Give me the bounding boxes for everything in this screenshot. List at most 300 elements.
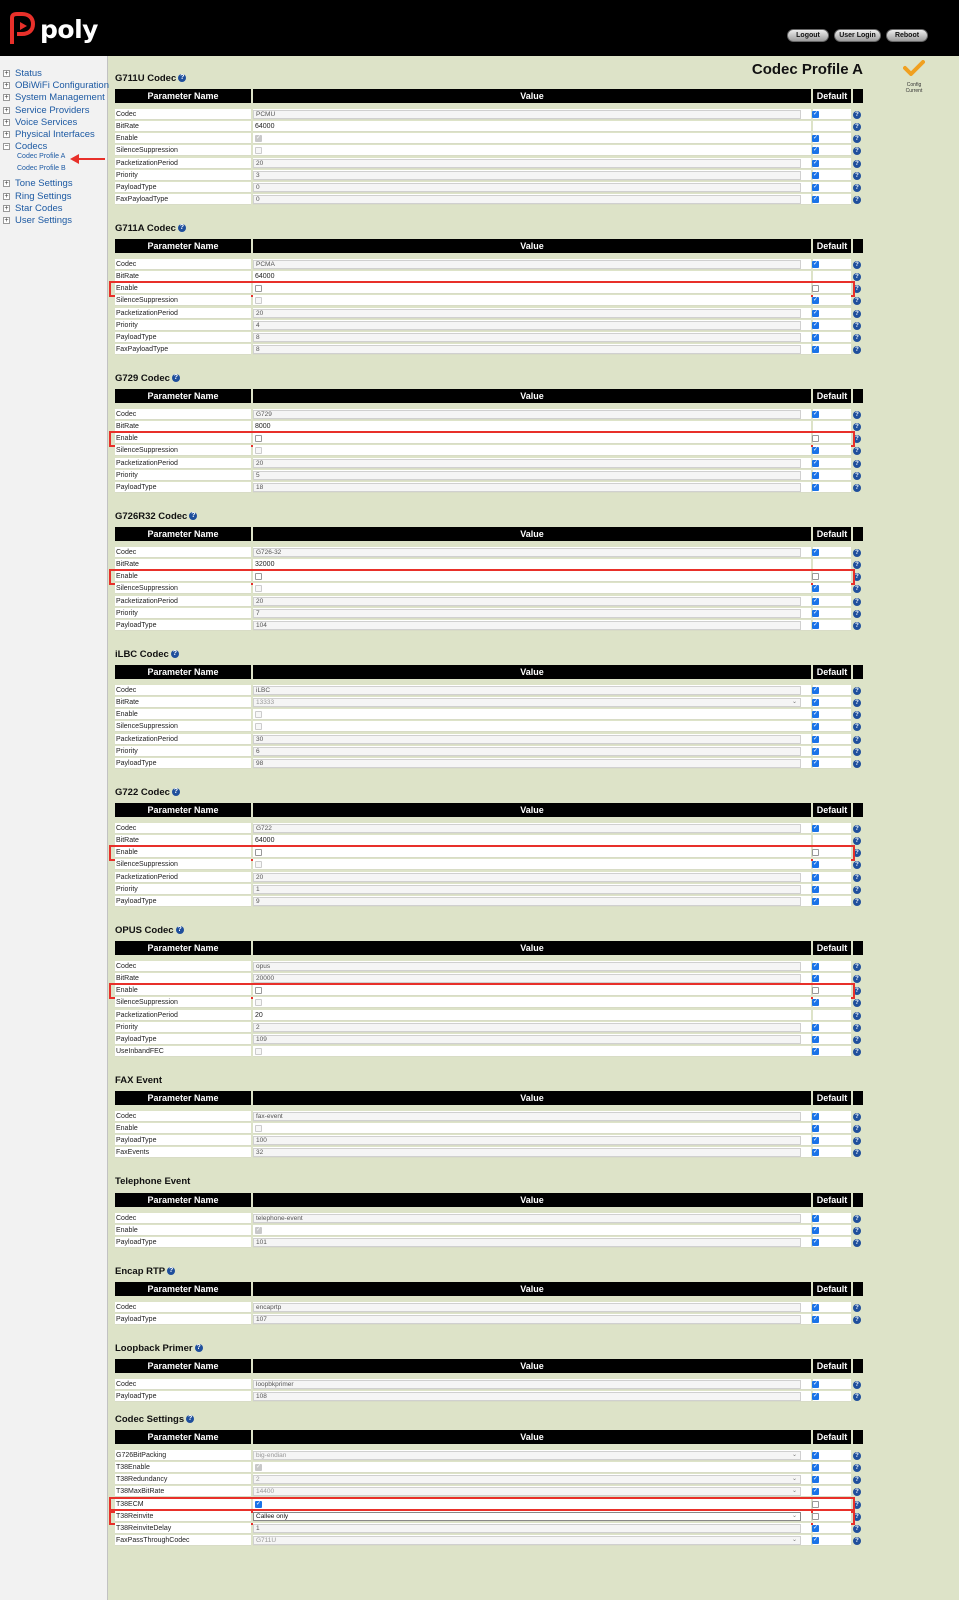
default-checkbox[interactable]: ✓ [813,747,819,754]
default-checkbox[interactable]: ✓ [813,1476,819,1482]
default-checkbox[interactable]: ✓ [813,548,819,555]
g729-codec-table-header [115,389,863,403]
help-icon[interactable]: ? [853,172,861,180]
enable-checkbox[interactable] [255,285,262,292]
default-checkbox[interactable]: ✓ [813,1239,819,1245]
g726bitpacking-select[interactable] [253,1451,801,1460]
help-icon[interactable]: ? [177,926,182,933]
parameter-name: Enable [115,133,251,144]
g711u-codec-title [115,72,186,84]
expand-icon[interactable]: + [4,93,9,101]
default-checkbox[interactable]: ✓ [813,1488,819,1495]
bitrate-select[interactable] [253,698,801,707]
t38reinvitedelay-input[interactable]: 1 [253,1524,801,1533]
payloadtype-input[interactable]: 101 [253,1238,801,1247]
help-icon[interactable]: ? [853,1381,861,1389]
sidebar-subitem-codec-profile-b[interactable]: Codec Profile B [17,165,66,172]
default-checkbox[interactable]: ✓ [813,1525,819,1531]
faxpassthroughcodec-select[interactable] [253,1536,801,1545]
sidebar-item-tone-settings[interactable] [3,177,73,189]
default-checkbox[interactable]: ✓ [813,962,819,969]
parameter-name: FaxPayloadType [115,194,251,205]
parameter-name: SilenceSuppression [115,145,251,156]
table-row [115,271,863,282]
default-cell [813,121,851,132]
default-checkbox[interactable]: ✓ [813,597,819,604]
help-icon[interactable]: ? [853,723,861,731]
default-checkbox[interactable]: ✓ [813,297,819,304]
help-icon[interactable]: ? [853,1304,861,1312]
table-row [115,320,863,331]
priority-input[interactable]: 6 [253,747,801,756]
default-checkbox[interactable]: ✓ [813,1137,819,1143]
default-checkbox[interactable]: ✓ [813,334,819,340]
payloadtype-input[interactable]: 104 [253,621,801,630]
help-icon[interactable]: ? [853,1476,861,1484]
table-row [115,746,863,757]
help-icon[interactable]: ? [853,874,861,882]
g722-codec-title [115,786,180,798]
help-icon[interactable]: ? [853,825,861,833]
user-login-button[interactable]: User Login [834,29,881,42]
sidebar-item-service-providers[interactable] [3,104,89,116]
default-checkbox[interactable]: ✓ [813,1315,819,1322]
parameter-name-header: Parameter Name [115,803,251,817]
enable-checkbox[interactable] [255,987,262,994]
help-icon[interactable]: ? [853,1024,861,1032]
packetizationperiod-input[interactable]: 20 [253,597,801,606]
default-checkbox[interactable]: ✓ [813,447,819,454]
help-icon[interactable]: ? [853,886,861,894]
help-icon[interactable]: ? [853,561,861,569]
g726r32-codec-title [115,510,197,522]
payloadtype-input[interactable]: 0 [253,183,801,192]
payloadtype-input[interactable]: 98 [253,759,801,768]
bitrate-input[interactable]: 64000 [255,122,275,130]
sidebar-item-status[interactable] [3,67,42,79]
default-checkbox[interactable] [812,1501,819,1508]
payloadtype-input[interactable]: 18 [253,483,801,492]
default-checkbox[interactable] [812,1513,819,1520]
default-checkbox[interactable]: ✓ [813,824,819,831]
table-row [115,758,863,769]
parameter-name: Codec [115,1302,251,1313]
help-icon[interactable]: ? [853,1525,861,1533]
reboot-button[interactable]: Reboot [886,29,928,42]
default-checkbox[interactable]: ✓ [813,1451,819,1458]
packetizationperiod-input[interactable]: 20 [253,459,801,468]
parameter-name: Enable [115,1225,251,1236]
config-status [900,60,928,94]
default-checkbox[interactable]: ✓ [813,346,819,353]
default-checkbox[interactable]: ✓ [813,885,819,892]
priority-input[interactable]: 4 [253,321,801,330]
sidebar-item-label: Voice Services [15,116,78,128]
help-icon[interactable]: ? [853,111,861,119]
help-icon[interactable]: ? [853,861,861,869]
value-cell [253,295,811,306]
help-icon[interactable]: ? [191,512,196,519]
default-checkbox[interactable]: ✓ [813,686,819,693]
faxpayloadtype-input[interactable]: 0 [253,195,801,204]
parameter-name: SilenceSuppression [115,997,251,1008]
help-icon[interactable]: ? [853,1513,861,1521]
table-row [115,697,863,708]
default-checkbox[interactable]: ✓ [813,1048,819,1055]
help-icon[interactable]: ? [169,1267,174,1274]
t38redundancy-select[interactable] [253,1475,801,1484]
default-checkbox[interactable]: ✓ [813,735,819,742]
packetizationperiod-input[interactable]: 20 [255,1011,263,1019]
table-row [115,482,863,493]
select-value: Callee only [256,1512,289,1520]
help-icon[interactable]: ? [853,736,861,744]
packetizationperiod-input[interactable]: 20 [253,159,801,168]
table-row [115,571,863,582]
help-icon[interactable]: ? [853,1012,861,1020]
help-icon[interactable]: ? [853,1227,861,1235]
parameter-name: Codec [115,823,251,834]
table-row [115,1535,863,1546]
sidebar-item-user-settings[interactable] [3,214,72,226]
default-checkbox[interactable]: ✓ [813,147,819,154]
help-icon[interactable]: ? [853,585,861,593]
default-checkbox[interactable]: ✓ [813,1380,819,1387]
help-icon[interactable]: ? [853,610,861,618]
default-checkbox[interactable] [812,285,819,292]
help-icon[interactable]: ? [853,273,861,281]
default-cell [813,835,851,846]
help-icon[interactable]: ? [853,687,861,695]
help-column-header [853,389,863,403]
codec-input[interactable]: PCMU [253,110,801,119]
payloadtype-input[interactable]: 107 [253,1315,801,1324]
help-icon[interactable]: ? [853,261,861,269]
value-header: Value [253,1359,811,1373]
default-checkbox[interactable] [812,987,819,994]
table-row [115,961,863,972]
help-icon[interactable]: ? [853,346,861,354]
default-checkbox[interactable]: ✓ [813,1226,819,1233]
help-icon[interactable]: ? [853,1537,861,1545]
t38maxbitrate-select[interactable] [253,1487,801,1496]
help-icon[interactable]: ? [853,411,861,419]
default-checkbox[interactable]: ✓ [813,974,819,981]
select-value: G711U [256,1537,277,1545]
help-icon[interactable]: ? [853,1488,861,1496]
default-checkbox[interactable]: ✓ [813,698,819,705]
default-checkbox[interactable]: ✓ [813,110,819,117]
sidebar-item-obiwifi-configuration[interactable] [3,79,109,91]
help-icon[interactable]: ? [853,1452,861,1460]
help-icon[interactable]: ? [853,322,861,330]
payloadtype-input[interactable]: 9 [253,897,801,906]
sidebar-item-ring-settings[interactable] [3,190,72,202]
parameter-name: BitRate [115,559,251,570]
expand-icon[interactable]: + [4,130,9,138]
expand-icon[interactable]: + [4,204,9,212]
default-checkbox[interactable]: ✓ [813,135,819,141]
help-icon[interactable]: ? [853,898,861,906]
default-checkbox[interactable]: ✓ [813,321,819,328]
help-icon[interactable]: ? [172,650,177,657]
default-checkbox[interactable]: ✓ [813,171,819,178]
default-checkbox[interactable]: ✓ [813,999,819,1006]
sidebar-item-voice-services[interactable] [3,116,77,128]
parameter-name-header: Parameter Name [115,941,251,955]
table-row [115,158,863,169]
table-row [115,470,863,481]
table-row [115,1123,863,1134]
help-icon[interactable]: ? [853,573,861,581]
default-checkbox[interactable]: ✓ [813,723,819,730]
table-row [115,283,863,294]
parameter-name: Priority [115,608,251,619]
default-checkbox[interactable]: ✓ [813,196,819,203]
t38reinvite-select[interactable] [253,1512,801,1521]
help-icon[interactable]: ? [853,184,861,192]
payloadtype-input[interactable]: 108 [253,1392,801,1401]
packetizationperiod-input[interactable]: 20 [253,309,801,318]
help-icon[interactable]: ? [853,999,861,1007]
help-icon[interactable]: ? [853,334,861,342]
help-icon[interactable]: ? [853,147,861,155]
expand-icon[interactable]: + [4,118,9,126]
bitrate-input[interactable]: 20000 [253,974,801,983]
help-icon[interactable]: ? [196,1344,201,1351]
codec-input[interactable]: iLBC [253,686,801,695]
enable-checkbox[interactable] [255,435,262,442]
help-icon[interactable]: ? [173,374,179,381]
priority-input[interactable]: 2 [253,1023,801,1032]
expand-icon[interactable]: + [4,179,9,187]
section-title-text: Codec Settings [115,1413,185,1425]
help-icon[interactable]: ? [853,699,861,707]
table-row [115,1450,863,1461]
parameter-name: FaxPassThroughCodec [115,1535,251,1546]
default-checkbox[interactable]: ✓ [813,459,819,466]
bitrate-input[interactable]: 64000 [255,836,275,844]
default-checkbox[interactable] [812,573,819,580]
parameter-name: BitRate [115,121,251,132]
expand-icon[interactable]: + [4,192,9,200]
help-icon[interactable]: ? [853,123,861,131]
default-checkbox[interactable]: ✓ [813,1463,819,1470]
default-checkbox[interactable]: ✓ [813,1023,819,1030]
default-checkbox[interactable]: ✓ [813,622,819,628]
payloadtype-input[interactable]: 8 [253,333,801,342]
sidebar-item-physical-interfaces[interactable] [3,128,95,140]
default-checkbox[interactable] [812,849,819,856]
codec-input[interactable]: opus [253,962,801,971]
default-checkbox[interactable]: ✓ [813,471,819,478]
default-header: Default [813,239,851,253]
parameter-name: PayloadType [115,332,251,343]
default-checkbox[interactable]: ✓ [813,861,819,868]
help-icon[interactable]: ? [853,760,861,768]
sidebar-item-system-management[interactable] [3,91,105,103]
bitrate-input[interactable]: 64000 [255,272,275,280]
default-checkbox[interactable]: ✓ [813,260,819,267]
help-icon[interactable]: ? [853,435,861,443]
help-icon[interactable]: ? [853,622,861,630]
sidebar-item-codecs[interactable] [3,140,47,152]
table-row [115,547,863,558]
help-icon[interactable]: ? [173,788,179,795]
priority-input[interactable]: 3 [253,171,801,180]
sidebar [0,56,108,1600]
default-checkbox[interactable]: ✓ [813,1112,819,1119]
logout-button[interactable]: Logout [787,29,829,42]
payloadtype-input[interactable]: 100 [253,1136,801,1145]
help-icon[interactable]: ? [853,711,861,719]
encap-rtp-title [115,1265,175,1277]
default-checkbox[interactable]: ✓ [813,1036,819,1042]
value-header: Value [253,239,811,253]
default-checkbox[interactable]: ✓ [813,309,819,316]
codec-input[interactable]: G729 [253,410,801,419]
help-icon[interactable]: ? [853,285,861,293]
help-icon[interactable]: ? [853,160,861,168]
help-icon[interactable]: ? [853,447,861,455]
help-icon[interactable]: ? [853,460,861,468]
default-checkbox[interactable]: ✓ [813,1124,819,1131]
expand-icon[interactable]: + [4,216,9,224]
help-icon[interactable]: ? [853,1036,861,1044]
help-icon[interactable]: ? [853,1393,861,1401]
help-icon[interactable]: ? [853,1113,861,1121]
default-checkbox[interactable]: ✓ [813,1537,819,1544]
help-icon[interactable]: ? [853,1316,861,1324]
default-header: Default [813,89,851,103]
help-icon[interactable]: ? [853,196,861,204]
select-value: 2 [256,1476,260,1483]
default-checkbox[interactable] [812,435,819,442]
default-checkbox[interactable]: ✓ [813,410,819,417]
help-icon[interactable]: ? [853,423,861,431]
help-icon[interactable]: ? [853,963,861,971]
enable-checkbox [255,1125,262,1132]
expand-icon[interactable]: + [4,106,9,114]
default-checkbox[interactable]: ✓ [813,184,819,190]
enable-checkbox[interactable] [255,849,262,856]
default-cell [813,271,851,282]
loopback-primer-table-header [115,1359,863,1373]
help-icon[interactable]: ? [853,1501,861,1509]
faxpayloadtype-input[interactable]: 8 [253,345,801,354]
table-row [115,194,863,205]
codec-input[interactable]: G726-32 [253,548,801,557]
default-checkbox[interactable]: ✓ [813,159,819,166]
default-checkbox[interactable]: ✓ [813,711,819,717]
payloadtype-input[interactable]: 109 [253,1035,801,1044]
help-icon[interactable]: ? [853,1048,861,1056]
section-title-text: Telephone Event [115,1175,191,1187]
collapse-icon[interactable]: − [4,142,9,150]
help-icon[interactable]: ? [853,849,861,857]
codec-input[interactable]: telephone-event [253,1214,801,1223]
help-icon[interactable]: ? [853,297,861,305]
expand-icon[interactable]: + [4,69,9,77]
help-icon[interactable]: ? [853,987,861,995]
default-checkbox[interactable]: ✓ [813,609,819,616]
parameter-name: G726BitPacking [115,1450,251,1461]
parameter-name: Codec [115,547,251,558]
fax-event-title [115,1074,162,1086]
help-icon[interactable]: ? [188,1415,193,1422]
priority-input[interactable]: 1 [253,885,801,894]
sidebar-item-star-codes[interactable] [3,202,63,214]
default-checkbox[interactable]: ✓ [813,1303,819,1310]
sidebar-item-label: Status [15,67,42,79]
expand-icon[interactable]: + [4,81,9,89]
default-checkbox[interactable]: ✓ [813,873,819,880]
packetizationperiod-input[interactable]: 30 [253,735,801,744]
help-icon[interactable]: ? [853,1239,861,1247]
enable-checkbox[interactable] [255,573,262,580]
table-row [115,985,863,996]
help-icon[interactable]: ? [853,484,861,492]
default-checkbox[interactable]: ✓ [813,1149,819,1156]
default-header: Default [813,1430,851,1444]
default-checkbox[interactable]: ✓ [813,585,819,592]
help-icon[interactable]: ? [853,472,861,480]
help-icon[interactable]: ? [180,74,185,81]
help-icon[interactable]: ? [853,549,861,557]
help-icon[interactable]: ? [853,1464,861,1472]
t38ecm-checkbox[interactable]: ✓ [256,1500,262,1507]
codec-input[interactable]: G722 [253,824,801,833]
default-checkbox[interactable]: ✓ [813,1392,819,1399]
priority-input[interactable]: 5 [253,471,801,480]
parameter-name: PayloadType [115,1135,251,1146]
default-checkbox[interactable]: ✓ [813,898,819,904]
default-checkbox[interactable]: ✓ [813,484,819,490]
silencesuppression-checkbox [255,861,262,868]
help-icon[interactable]: ? [853,598,861,606]
help-icon[interactable]: ? [853,310,861,318]
help-icon[interactable]: ? [853,837,861,845]
help-icon[interactable]: ? [853,975,861,983]
codec-input[interactable]: encaprtp [253,1303,801,1312]
help-icon[interactable]: ? [853,135,861,143]
help-icon[interactable]: ? [179,224,185,231]
codec-input[interactable]: loopbkprimer [253,1380,801,1389]
help-icon[interactable]: ? [853,1137,861,1145]
bitrate-input[interactable]: 8000 [255,422,271,430]
help-column-header [853,941,863,955]
help-icon[interactable]: ? [853,1215,861,1223]
telephone-event-title [115,1175,190,1187]
parameter-name: Priority [115,170,251,181]
help-icon[interactable]: ? [853,1125,861,1133]
codec-input[interactable]: fax-event [253,1112,801,1121]
value-cell [253,1046,811,1057]
default-checkbox[interactable]: ✓ [813,760,819,766]
default-checkbox[interactable]: ✓ [813,1214,819,1221]
priority-input[interactable]: 7 [253,609,801,618]
help-icon[interactable]: ? [853,748,861,756]
faxevents-input[interactable]: 32 [253,1148,801,1157]
bitrate-input[interactable]: 32000 [255,560,275,568]
table-row [115,308,863,319]
help-icon[interactable]: ? [853,1149,861,1157]
packetizationperiod-input[interactable]: 20 [253,873,801,882]
sidebar-subitem-codec-profile-a[interactable]: Codec Profile A [17,153,66,160]
codec-input[interactable]: PCMA [253,260,801,269]
parameter-name: Enable [115,571,251,582]
value-cell [253,1499,811,1510]
